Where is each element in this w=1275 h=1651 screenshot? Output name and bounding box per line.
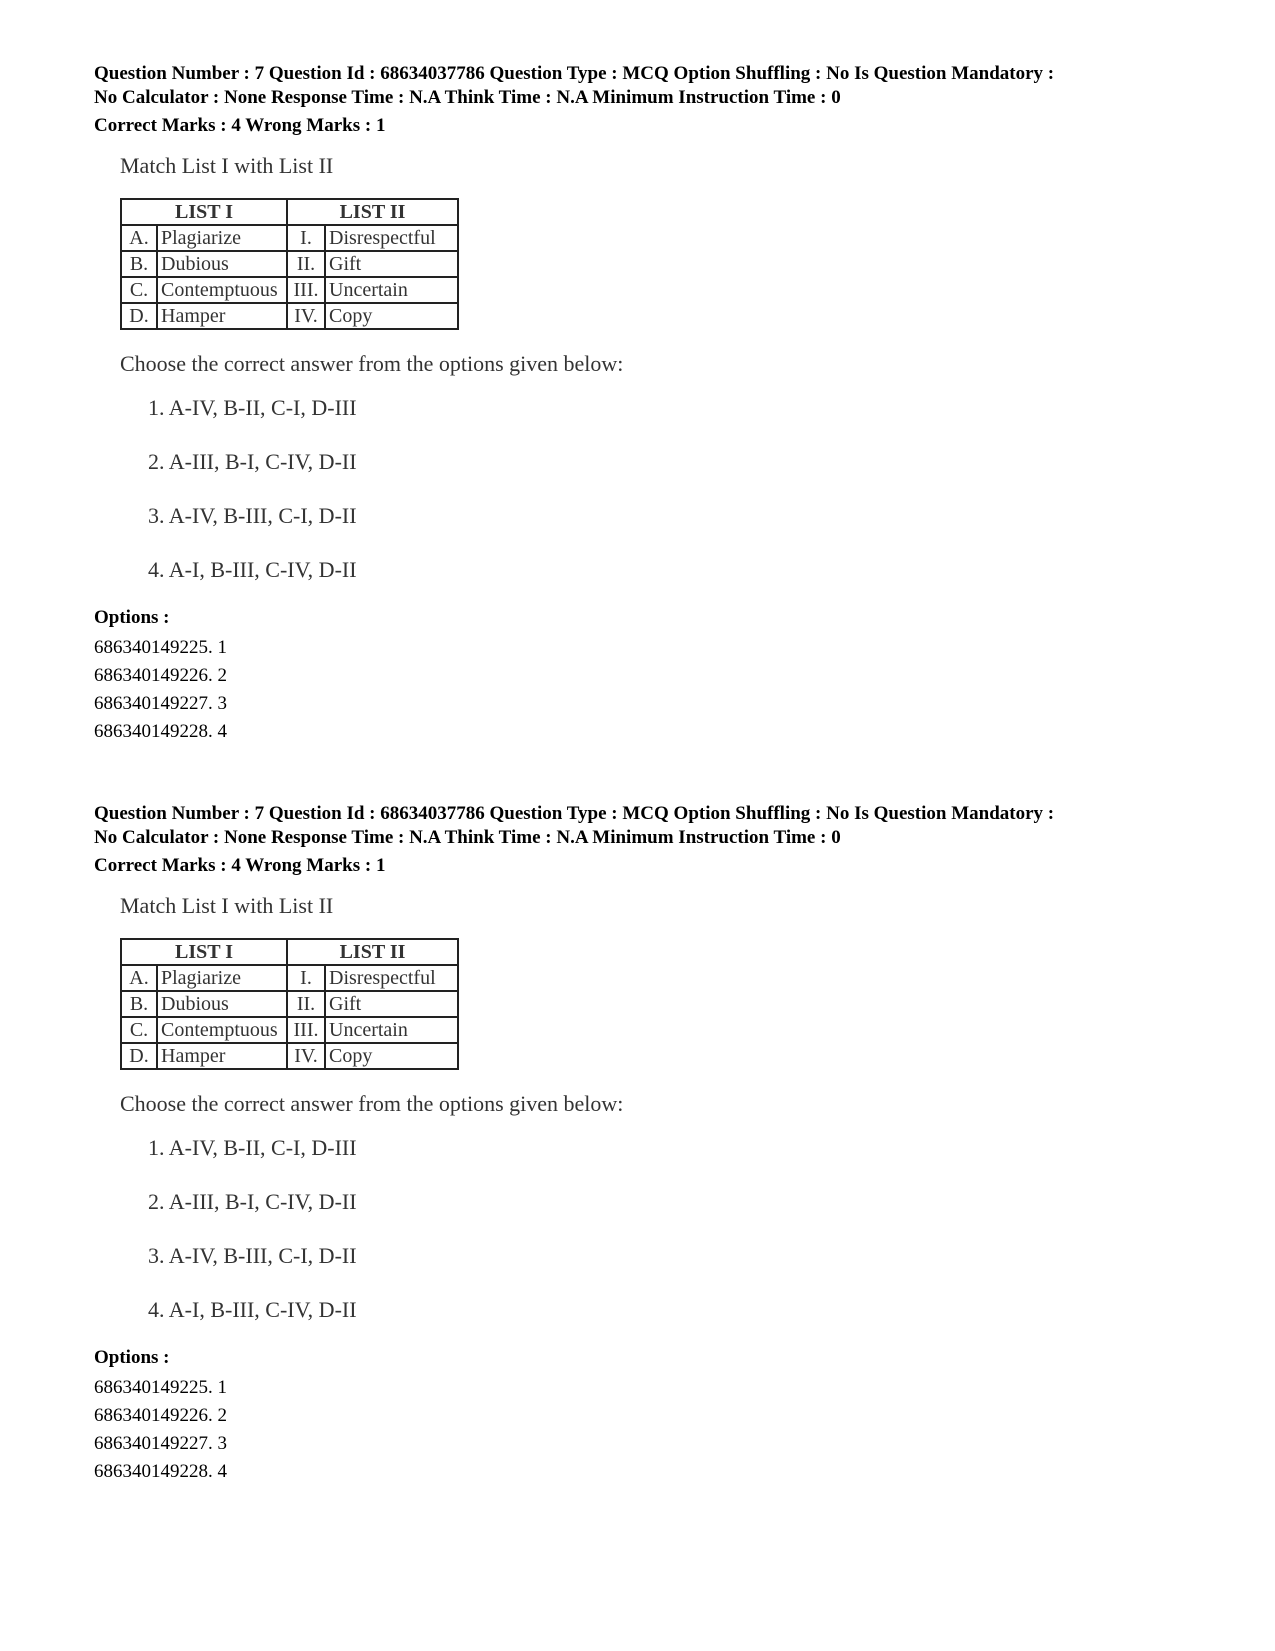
row-item: Contemptuous <box>157 1017 287 1043</box>
row-letter: C. <box>121 1017 157 1043</box>
row-letter: A. <box>121 225 157 251</box>
row-item: Dubious <box>157 991 287 1017</box>
match-table <box>120 938 459 1070</box>
option-line: 686340149225. 1 <box>94 1377 227 1398</box>
question-meta-line-1: Question Number : 7 Question Id : 68634037786 Question Type : MCQ Option Shuffling : No Is Question Mandatory : <box>94 63 1055 84</box>
option-line: 686340149228. 4 <box>94 721 227 742</box>
row-match: Gift <box>325 251 458 277</box>
option-line: 686340149226. 2 <box>94 665 227 686</box>
question-image <box>120 892 760 1324</box>
table-header-list-2: LIST II <box>287 199 458 225</box>
option-line: 686340149227. 3 <box>94 1433 227 1454</box>
row-roman: II. <box>287 251 325 277</box>
row-match: Gift <box>325 991 458 1017</box>
table-row <box>121 277 458 303</box>
table-row <box>121 225 458 251</box>
choice-item: 1. A-IV, B-II, C-I, D-III <box>148 1135 357 1160</box>
option-line: 686340149227. 3 <box>94 693 227 714</box>
row-item: Hamper <box>157 303 287 329</box>
row-match: Copy <box>325 1043 458 1069</box>
table-row <box>121 1043 458 1069</box>
row-item: Contemptuous <box>157 277 287 303</box>
row-letter: C. <box>121 277 157 303</box>
question-meta-line-1: Question Number : 7 Question Id : 68634037786 Question Type : MCQ Option Shuffling : No Is Question Mandatory : <box>94 803 1055 824</box>
question-image <box>120 152 760 584</box>
choose-instruction: Choose the correct answer from the options given below: <box>120 351 624 376</box>
choice-item: 3. A-IV, B-III, C-I, D-II <box>148 1243 357 1268</box>
table-row <box>121 1017 458 1043</box>
choose-instruction: Choose the correct answer from the options given below: <box>120 1091 624 1116</box>
question-marks: Correct Marks : 4 Wrong Marks : 1 <box>94 855 386 876</box>
table-header-list-2: LIST II <box>287 939 458 965</box>
table-row <box>121 965 458 991</box>
choice-item: 2. A-III, B-I, C-IV, D-II <box>148 1189 357 1214</box>
row-letter: D. <box>121 1043 157 1069</box>
row-item: Dubious <box>157 251 287 277</box>
row-match: Copy <box>325 303 458 329</box>
question-block-1 <box>94 62 1194 746</box>
row-item: Plagiarize <box>157 965 287 991</box>
row-match: Disrespectful <box>325 225 458 251</box>
row-roman: I. <box>287 965 325 991</box>
question-instruction: Match List I with List II <box>120 893 334 918</box>
row-roman: II. <box>287 991 325 1017</box>
choice-item: 2. A-III, B-I, C-IV, D-II <box>148 449 357 474</box>
row-letter: B. <box>121 991 157 1017</box>
row-letter: A. <box>121 965 157 991</box>
row-roman: IV. <box>287 1043 325 1069</box>
row-match: Disrespectful <box>325 965 458 991</box>
question-meta-line-2: No Calculator : None Response Time : N.A Think Time : N.A Minimum Instruction Time : 0 <box>94 827 841 848</box>
choice-item: 3. A-IV, B-III, C-I, D-II <box>148 503 357 528</box>
options-heading: Options : <box>94 607 170 628</box>
question-marks: Correct Marks : 4 Wrong Marks : 1 <box>94 115 386 136</box>
choice-item: 1. A-IV, B-II, C-I, D-III <box>148 395 357 420</box>
row-letter: D. <box>121 303 157 329</box>
option-line: 686340149225. 1 <box>94 637 227 658</box>
row-match: Uncertain <box>325 277 458 303</box>
row-item: Plagiarize <box>157 225 287 251</box>
row-item: Hamper <box>157 1043 287 1069</box>
table-row <box>121 991 458 1017</box>
row-match: Uncertain <box>325 1017 458 1043</box>
choice-list <box>120 1134 760 1324</box>
row-roman: IV. <box>287 303 325 329</box>
table-row <box>121 251 458 277</box>
question-meta-line-2: No Calculator : None Response Time : N.A Think Time : N.A Minimum Instruction Time : 0 <box>94 87 841 108</box>
question-instruction: Match List I with List II <box>120 153 334 178</box>
choice-list <box>120 394 760 584</box>
row-roman: III. <box>287 277 325 303</box>
match-table <box>120 198 459 330</box>
table-header-list-1: LIST I <box>121 939 287 965</box>
row-roman: I. <box>287 225 325 251</box>
option-line: 686340149226. 2 <box>94 1405 227 1426</box>
table-header-list-1: LIST I <box>121 199 287 225</box>
row-roman: III. <box>287 1017 325 1043</box>
question-block-2 <box>94 802 1194 1486</box>
choice-item: 4. A-I, B-III, C-IV, D-II <box>148 557 357 582</box>
row-letter: B. <box>121 251 157 277</box>
option-line: 686340149228. 4 <box>94 1461 227 1482</box>
table-row <box>121 303 458 329</box>
options-heading: Options : <box>94 1347 170 1368</box>
choice-item: 4. A-I, B-III, C-IV, D-II <box>148 1297 357 1322</box>
